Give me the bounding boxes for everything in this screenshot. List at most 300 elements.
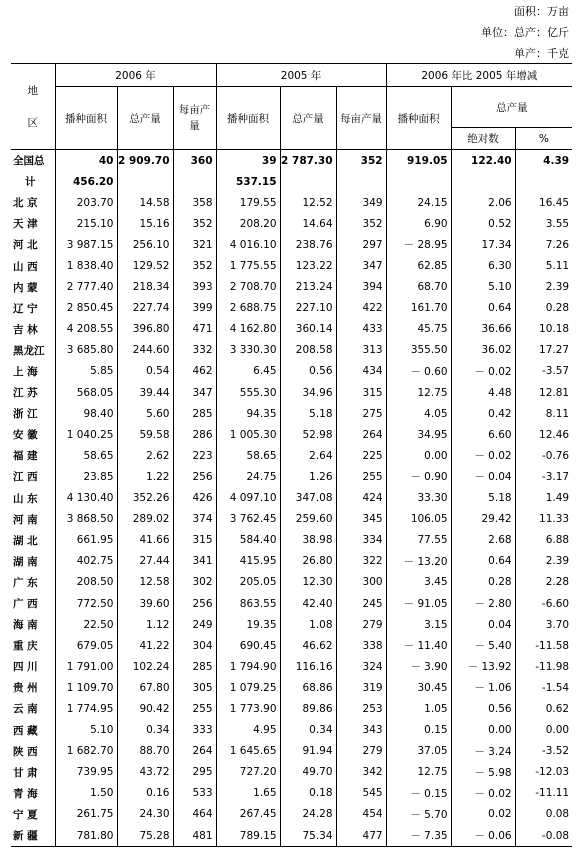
table-cell: － 0.04: [451, 466, 515, 487]
grain-production-table: [11, 63, 572, 847]
table-cell: 215.10: [55, 213, 117, 234]
region-name: 北 京: [13, 197, 38, 210]
region-name: 黑龙江: [13, 344, 45, 357]
table-cell: 6.30: [451, 255, 515, 276]
table-cell: 0.00: [386, 445, 451, 466]
table-cell: － 2.80: [451, 593, 515, 614]
table-cell: -6.60: [515, 593, 572, 614]
table-row: [11, 762, 572, 783]
table-cell: 161.70: [386, 298, 451, 319]
table-cell: 2.28: [515, 572, 572, 593]
table-cell: 17.27: [515, 340, 572, 361]
table-cell: 358: [173, 192, 216, 213]
table-cell: 203.70: [55, 192, 117, 213]
yield-unit-note: 单产：千克: [514, 47, 569, 60]
table-cell: 332: [173, 340, 216, 361]
table-cell: 433: [336, 319, 386, 340]
header-yield-2005: 每亩产量: [336, 87, 386, 150]
table-row: [11, 319, 572, 340]
table-cell: 23.85: [55, 466, 117, 487]
table-cell: 213.24: [280, 277, 336, 298]
table-cell: 75.34: [280, 825, 336, 847]
region-name: 云 南: [13, 703, 38, 716]
table-cell: 24.30: [117, 804, 173, 825]
table-cell: － 0.02: [451, 361, 515, 382]
table-row: [11, 361, 572, 382]
table-cell: 304: [173, 635, 216, 656]
table-cell: 4.05: [386, 403, 451, 424]
table-row: [11, 804, 572, 825]
table-cell: － 0.02: [451, 445, 515, 466]
table-row: [11, 298, 572, 319]
table-row: [11, 551, 572, 572]
table-cell: 349: [336, 192, 386, 213]
table-cell: 8.11: [515, 403, 572, 424]
region-name: 青 海: [13, 787, 38, 800]
table-cell: -0.76: [515, 445, 572, 466]
table-cell: 471: [173, 319, 216, 340]
table-row: [11, 255, 572, 276]
table-cell: 15.16: [117, 213, 173, 234]
table-row: [11, 213, 572, 234]
table-cell: 116.16: [280, 656, 336, 677]
table-cell: 29.42: [451, 509, 515, 530]
table-cell: 690.45: [216, 635, 280, 656]
table-cell: 0.04: [451, 614, 515, 635]
table-cell: 396.80: [117, 319, 173, 340]
table-cell: 5.18: [451, 488, 515, 509]
table-cell: 394: [336, 277, 386, 298]
table-cell: 1 040.25: [55, 424, 117, 445]
region-name: 河 南: [13, 513, 38, 526]
table-cell: 533: [173, 783, 216, 804]
table-cell: 302: [173, 572, 216, 593]
region-name: 山 东: [13, 492, 38, 505]
table-cell: － 5.70: [386, 804, 451, 825]
table-cell: 4 016.10: [216, 234, 280, 255]
table-cell: 106.05: [386, 509, 451, 530]
table-cell: 41.66: [117, 530, 173, 551]
table-cell: 12.58: [117, 572, 173, 593]
table-cell: 4 097.10: [216, 488, 280, 509]
region-name: 广 东: [13, 576, 38, 589]
table-cell: 36.66: [451, 319, 515, 340]
table-cell: 0.56: [280, 361, 336, 382]
table-cell: 0.42: [451, 403, 515, 424]
table-row: [11, 825, 572, 847]
table-cell: 2.68: [451, 530, 515, 551]
table-cell: 2 708.70: [216, 277, 280, 298]
table-cell: 1 109.70: [55, 677, 117, 698]
table-cell: 5.10: [55, 720, 117, 741]
table-cell: 772.50: [55, 593, 117, 614]
table-cell: 285: [173, 403, 216, 424]
table-cell: 4 208.55: [55, 319, 117, 340]
table-cell: 426: [173, 488, 216, 509]
table-cell: 208.50: [55, 572, 117, 593]
table-cell: 0.62: [515, 698, 572, 719]
table-cell: 256: [173, 593, 216, 614]
table-row: [11, 593, 572, 614]
table-cell: 52.98: [280, 424, 336, 445]
table-cell: 315: [336, 382, 386, 403]
table-cell: 324: [336, 656, 386, 677]
table-cell: － 11.40: [386, 635, 451, 656]
table-cell: － 0.06: [451, 825, 515, 847]
region-name: 宁 夏: [13, 808, 38, 821]
table-cell: 424: [336, 488, 386, 509]
table-cell: 10.18: [515, 319, 572, 340]
table-cell: 352: [336, 213, 386, 234]
region-name: 陕 西: [13, 745, 38, 758]
table-cell: 789.15: [216, 825, 280, 847]
table-cell: 94.35: [216, 403, 280, 424]
table-cell: 305: [173, 677, 216, 698]
table-cell: 297: [336, 234, 386, 255]
table-row: [11, 445, 572, 466]
header-area-change: 播种面积: [386, 87, 451, 150]
table-cell: 352: [173, 213, 216, 234]
table-cell: 1.12: [117, 614, 173, 635]
table-cell: 2.06: [451, 192, 515, 213]
table-cell: 347: [173, 382, 216, 403]
table-cell: 289.02: [117, 509, 173, 530]
region-name: 山 西: [13, 260, 38, 273]
table-cell: 1 794.90: [216, 656, 280, 677]
table-cell: -3.57: [515, 361, 572, 382]
table-cell: 2 688.75: [216, 298, 280, 319]
table-cell: 415.95: [216, 551, 280, 572]
table-cell: 2.39: [515, 277, 572, 298]
header-area-2006: 播种面积: [55, 87, 117, 150]
table-cell: 863.55: [216, 593, 280, 614]
table-cell: 462: [173, 361, 216, 382]
table-cell: 343: [336, 720, 386, 741]
table-row: [11, 783, 572, 804]
table-cell: 59.58: [117, 424, 173, 445]
table-cell: 218.34: [117, 277, 173, 298]
table-cell: 102.24: [117, 656, 173, 677]
table-cell: 434: [336, 361, 386, 382]
table-cell: 0.16: [117, 783, 173, 804]
table-row: [11, 698, 572, 719]
table-cell: 5.60: [117, 403, 173, 424]
table-cell: － 0.02: [451, 783, 515, 804]
output-unit-note: 单位：总产：亿斤: [481, 26, 569, 39]
header-change: 2006 年比 2005 年增减: [386, 64, 572, 87]
table-cell: 1.05: [386, 698, 451, 719]
table-cell: 321: [173, 234, 216, 255]
table-cell: 39.60: [117, 593, 173, 614]
table-cell: 1 682.70: [55, 741, 117, 762]
region-name: 福 建: [13, 450, 38, 463]
table-cell: 0.00: [451, 720, 515, 741]
table-cell: 341: [173, 551, 216, 572]
table-cell: 2 850.45: [55, 298, 117, 319]
table-cell: 129.52: [117, 255, 173, 276]
table-cell: 1.49: [515, 488, 572, 509]
table-cell: 3 987.15: [55, 234, 117, 255]
region-name: 新 疆: [11, 825, 55, 847]
header-2006: 2006 年: [55, 64, 216, 87]
table-cell: 42.40: [280, 593, 336, 614]
table-cell: 30.45: [386, 677, 451, 698]
table-cell: 739.95: [55, 762, 117, 783]
table-cell: 3.45: [386, 572, 451, 593]
table-cell: 238.76: [280, 234, 336, 255]
table-cell: 58.65: [55, 445, 117, 466]
table-cell: 4.95: [216, 720, 280, 741]
table-row: [11, 382, 572, 403]
table-cell: 26.80: [280, 551, 336, 572]
table-cell: 3.70: [515, 614, 572, 635]
table-row: [11, 677, 572, 698]
table-row: [11, 488, 572, 509]
table-cell: 244.60: [117, 340, 173, 361]
table-cell: 2.39: [515, 551, 572, 572]
table-cell: 0.34: [280, 720, 336, 741]
table-cell: － 0.60: [386, 361, 451, 382]
table-cell: 256.10: [117, 234, 173, 255]
table-row: [11, 509, 572, 530]
table-cell: － 28.95: [386, 234, 451, 255]
table-cell: 12.75: [386, 762, 451, 783]
table-cell: 4 162.80: [216, 319, 280, 340]
table-cell: 481: [173, 825, 216, 847]
table-cell: 360.14: [280, 319, 336, 340]
table-row: [11, 530, 572, 551]
table-cell: 2.64: [280, 445, 336, 466]
table-cell: 98.40: [55, 403, 117, 424]
table-cell: 14.58: [117, 192, 173, 213]
region-name: 安 徽: [13, 429, 38, 442]
table-cell: 0.52: [451, 213, 515, 234]
national-total-row-cont: 计 456.20 537.15: [11, 171, 572, 192]
table-cell: 781.80: [55, 825, 117, 847]
table-cell: 315: [173, 530, 216, 551]
table-cell: 12.30: [280, 572, 336, 593]
table-cell: 223: [173, 445, 216, 466]
table-cell: 393: [173, 277, 216, 298]
region-name: 江 苏: [13, 387, 38, 400]
table-cell: 38.98: [280, 530, 336, 551]
header-output-2005: 总产量: [280, 87, 336, 150]
table-cell: 1 775.55: [216, 255, 280, 276]
table-cell: 1.65: [216, 783, 280, 804]
table-cell: 279: [336, 741, 386, 762]
region-name: 湖 南: [13, 555, 38, 568]
table-cell: 313: [336, 340, 386, 361]
table-cell: 1 079.25: [216, 677, 280, 698]
table-cell: 253: [336, 698, 386, 719]
table-cell: 679.05: [55, 635, 117, 656]
table-row: [11, 466, 572, 487]
table-cell: 36.02: [451, 340, 515, 361]
table-cell: 267.45: [216, 804, 280, 825]
table-cell: 1 791.00: [55, 656, 117, 677]
table-cell: 1.26: [280, 466, 336, 487]
table-cell: － 7.35: [386, 825, 451, 847]
table-cell: 24.15: [386, 192, 451, 213]
table-cell: 1 005.30: [216, 424, 280, 445]
table-cell: 4.48: [451, 382, 515, 403]
table-cell: 264: [336, 424, 386, 445]
header-2005: 2005 年: [216, 64, 386, 87]
table-cell: 12.52: [280, 192, 336, 213]
table-cell: 37.05: [386, 741, 451, 762]
region-name: 辽 宁: [13, 302, 38, 315]
table-cell: 3 868.50: [55, 509, 117, 530]
table-cell: -11.58: [515, 635, 572, 656]
table-cell: 43.72: [117, 762, 173, 783]
table-cell: 347.08: [280, 488, 336, 509]
table-cell: 3 762.45: [216, 509, 280, 530]
table-cell: 0.08: [515, 804, 572, 825]
table-cell: 300: [336, 572, 386, 593]
table-cell: － 13.92: [451, 656, 515, 677]
region-name: 浙 江: [13, 408, 38, 421]
table-cell: 727.20: [216, 762, 280, 783]
table-cell: 58.65: [216, 445, 280, 466]
table-cell: 0.56: [451, 698, 515, 719]
table-cell: 227.74: [117, 298, 173, 319]
table-cell: 322: [336, 551, 386, 572]
table-cell: 255: [336, 466, 386, 487]
region-name: 湖 北: [13, 534, 38, 547]
table-cell: 347: [336, 255, 386, 276]
table-cell: 208.20: [216, 213, 280, 234]
table-cell: 19.35: [216, 614, 280, 635]
table-cell: 7.26: [515, 234, 572, 255]
table-cell: 22.50: [55, 614, 117, 635]
table-cell: 422: [336, 298, 386, 319]
region-name: 西 藏: [13, 724, 38, 737]
region-name: 上 海: [13, 365, 38, 378]
table-cell: 27.44: [117, 551, 173, 572]
table-cell: 477: [336, 825, 386, 847]
table-cell: 6.60: [451, 424, 515, 445]
table-cell: 355.50: [386, 340, 451, 361]
header-output-change: 总产量: [451, 87, 572, 128]
table-cell: 352: [173, 255, 216, 276]
region-name: 河 北: [13, 239, 38, 252]
region-name: 贵 州: [13, 682, 38, 695]
table-cell: 5.11: [515, 255, 572, 276]
table-cell: 568.05: [55, 382, 117, 403]
table-cell: 89.86: [280, 698, 336, 719]
table-cell: 661.95: [55, 530, 117, 551]
table-row: [11, 635, 572, 656]
header-yield-2006: 每亩产 量: [173, 87, 216, 150]
table-cell: 33.30: [386, 488, 451, 509]
table-cell: － 5.98: [451, 762, 515, 783]
table-cell: － 0.90: [386, 466, 451, 487]
table-row: [11, 614, 572, 635]
table-cell: 1.08: [280, 614, 336, 635]
table-cell: -11.11: [515, 783, 572, 804]
table-cell: 14.64: [280, 213, 336, 234]
table-row: [11, 192, 572, 213]
table-cell: 0.18: [280, 783, 336, 804]
table-cell: 286: [173, 424, 216, 445]
table-cell: 225: [336, 445, 386, 466]
table-cell: 399: [173, 298, 216, 319]
table-row: [11, 424, 572, 445]
table-cell: 1 774.95: [55, 698, 117, 719]
header-absolute: 绝对数: [451, 128, 515, 150]
table-cell: 0.54: [117, 361, 173, 382]
table-cell: 6.88: [515, 530, 572, 551]
table-cell: 454: [336, 804, 386, 825]
table-cell: 24.75: [216, 466, 280, 487]
region-name: 四 川: [13, 661, 38, 674]
table-cell: 46.62: [280, 635, 336, 656]
table-cell: 338: [336, 635, 386, 656]
table-cell: 264: [173, 741, 216, 762]
table-row: [11, 403, 572, 424]
table-row: [11, 741, 572, 762]
region-name: 广 西: [13, 598, 38, 611]
table-cell: 6.90: [386, 213, 451, 234]
table-cell: 123.22: [280, 255, 336, 276]
region-name: 重 庆: [13, 640, 38, 653]
header-output-2006: 总产量: [117, 87, 173, 150]
table-row: [11, 720, 572, 741]
table-cell: 4 130.40: [55, 488, 117, 509]
table-cell: -0.08: [515, 825, 572, 847]
region-name: 天 津: [13, 218, 38, 231]
table-cell: 77.55: [386, 530, 451, 551]
table-cell: 0.64: [451, 298, 515, 319]
table-cell: 24.28: [280, 804, 336, 825]
table-cell: － 13.20: [386, 551, 451, 572]
table-cell: 3.55: [515, 213, 572, 234]
table-cell: -3.17: [515, 466, 572, 487]
table-cell: -11.98: [515, 656, 572, 677]
table-cell: 0.02: [451, 804, 515, 825]
table-cell: 2.62: [117, 445, 173, 466]
table-cell: 374: [173, 509, 216, 530]
table-cell: 464: [173, 804, 216, 825]
table-cell: 545: [336, 783, 386, 804]
table-cell: 295: [173, 762, 216, 783]
table-cell: 41.22: [117, 635, 173, 656]
table-cell: 90.42: [117, 698, 173, 719]
region-name: 江 西: [13, 471, 38, 484]
table-cell: 1 773.90: [216, 698, 280, 719]
table-cell: 334: [336, 530, 386, 551]
table-cell: 0.28: [515, 298, 572, 319]
table-row: [11, 572, 572, 593]
header-area-2005: 播种面积: [216, 87, 280, 150]
table-cell: 342: [336, 762, 386, 783]
area-unit-note: 面积：万亩: [514, 5, 569, 18]
table-cell: 75.28: [117, 825, 173, 847]
table-cell: 5.85: [55, 361, 117, 382]
table-cell: 555.30: [216, 382, 280, 403]
table-cell: 1 838.40: [55, 255, 117, 276]
table-cell: 0.34: [117, 720, 173, 741]
table-cell: 5.10: [451, 277, 515, 298]
table-cell: 345: [336, 509, 386, 530]
table-cell: 0.15: [386, 720, 451, 741]
region-header: 地 区: [11, 64, 55, 150]
table-cell: 68.70: [386, 277, 451, 298]
table-cell: 256: [173, 466, 216, 487]
table-cell: 255: [173, 698, 216, 719]
table-cell: 245: [336, 593, 386, 614]
region-name: 海 南: [13, 619, 38, 632]
